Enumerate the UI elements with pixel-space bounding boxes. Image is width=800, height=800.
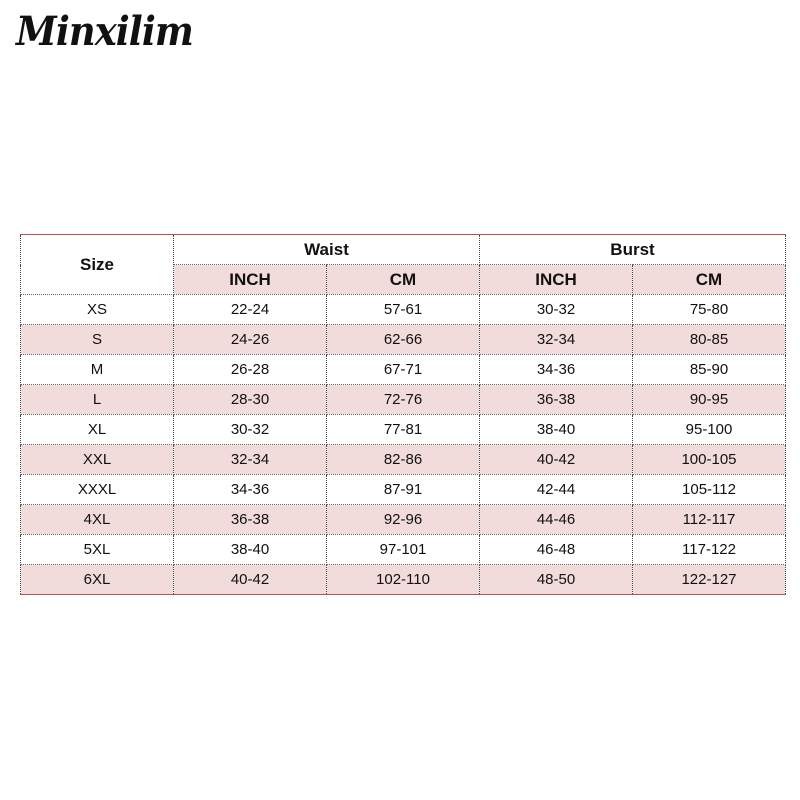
size-chart-table xyxy=(20,234,786,595)
table-row xyxy=(21,475,786,505)
waist-inch-cell: 36-38 xyxy=(174,505,327,535)
burst-cm-cell: 85-90 xyxy=(633,355,786,385)
burst-inch-cell: 42-44 xyxy=(480,475,633,505)
size-table-body xyxy=(21,295,786,595)
burst-cm-cell: 105-112 xyxy=(633,475,786,505)
waist-inch-cell: 24-26 xyxy=(174,325,327,355)
burst-cm-cell: 95-100 xyxy=(633,415,786,445)
size-cell: XS xyxy=(21,295,174,325)
burst-group-header: Burst xyxy=(480,235,786,265)
waist-inch-cell: 38-40 xyxy=(174,535,327,565)
waist-inch-cell: 34-36 xyxy=(174,475,327,505)
burst-cm-cell: 117-122 xyxy=(633,535,786,565)
table-row xyxy=(21,535,786,565)
table-row xyxy=(21,415,786,445)
size-cell: XXL xyxy=(21,445,174,475)
waist-inch-cell: 40-42 xyxy=(174,565,327,595)
burst-cm-cell: 100-105 xyxy=(633,445,786,475)
size-cell: 5XL xyxy=(21,535,174,565)
table-row xyxy=(21,325,786,355)
burst-cm-cell: 112-117 xyxy=(633,505,786,535)
waist-cm-cell: 97-101 xyxy=(327,535,480,565)
size-column-header: Size xyxy=(21,235,174,295)
waist-cm-cell: 92-96 xyxy=(327,505,480,535)
burst-inch-cell: 36-38 xyxy=(480,385,633,415)
waist-cm-cell: 82-86 xyxy=(327,445,480,475)
burst-inch-header: INCH xyxy=(480,265,633,295)
size-cell: M xyxy=(21,355,174,385)
waist-inch-header: INCH xyxy=(174,265,327,295)
waist-cm-header: CM xyxy=(327,265,480,295)
burst-cm-cell: 75-80 xyxy=(633,295,786,325)
size-cell: L xyxy=(21,385,174,415)
waist-inch-cell: 28-30 xyxy=(174,385,327,415)
waist-cm-cell: 72-76 xyxy=(327,385,480,415)
size-cell: 4XL xyxy=(21,505,174,535)
waist-group-header: Waist xyxy=(174,235,480,265)
burst-cm-header: CM xyxy=(633,265,786,295)
waist-cm-cell: 62-66 xyxy=(327,325,480,355)
size-cell: XL xyxy=(21,415,174,445)
table-row xyxy=(21,295,786,325)
burst-cm-cell: 90-95 xyxy=(633,385,786,415)
brand-logo: Minxilim xyxy=(16,8,193,55)
burst-inch-cell: 40-42 xyxy=(480,445,633,475)
burst-inch-cell: 32-34 xyxy=(480,325,633,355)
waist-cm-cell: 102-110 xyxy=(327,565,480,595)
table-row xyxy=(21,385,786,415)
burst-cm-cell: 80-85 xyxy=(633,325,786,355)
burst-inch-cell: 44-46 xyxy=(480,505,633,535)
waist-inch-cell: 32-34 xyxy=(174,445,327,475)
waist-inch-cell: 22-24 xyxy=(174,295,327,325)
table-row xyxy=(21,445,786,475)
size-cell: 6XL xyxy=(21,565,174,595)
burst-inch-cell: 30-32 xyxy=(480,295,633,325)
table-group-header-row xyxy=(21,235,786,265)
size-cell: S xyxy=(21,325,174,355)
burst-inch-cell: 38-40 xyxy=(480,415,633,445)
waist-cm-cell: 57-61 xyxy=(327,295,480,325)
waist-inch-cell: 30-32 xyxy=(174,415,327,445)
waist-cm-cell: 77-81 xyxy=(327,415,480,445)
table-row xyxy=(21,355,786,385)
burst-cm-cell: 122-127 xyxy=(633,565,786,595)
waist-inch-cell: 26-28 xyxy=(174,355,327,385)
waist-cm-cell: 87-91 xyxy=(327,475,480,505)
burst-inch-cell: 34-36 xyxy=(480,355,633,385)
waist-cm-cell: 67-71 xyxy=(327,355,480,385)
table-row xyxy=(21,565,786,595)
burst-inch-cell: 48-50 xyxy=(480,565,633,595)
size-cell: XXXL xyxy=(21,475,174,505)
burst-inch-cell: 46-48 xyxy=(480,535,633,565)
table-row xyxy=(21,505,786,535)
